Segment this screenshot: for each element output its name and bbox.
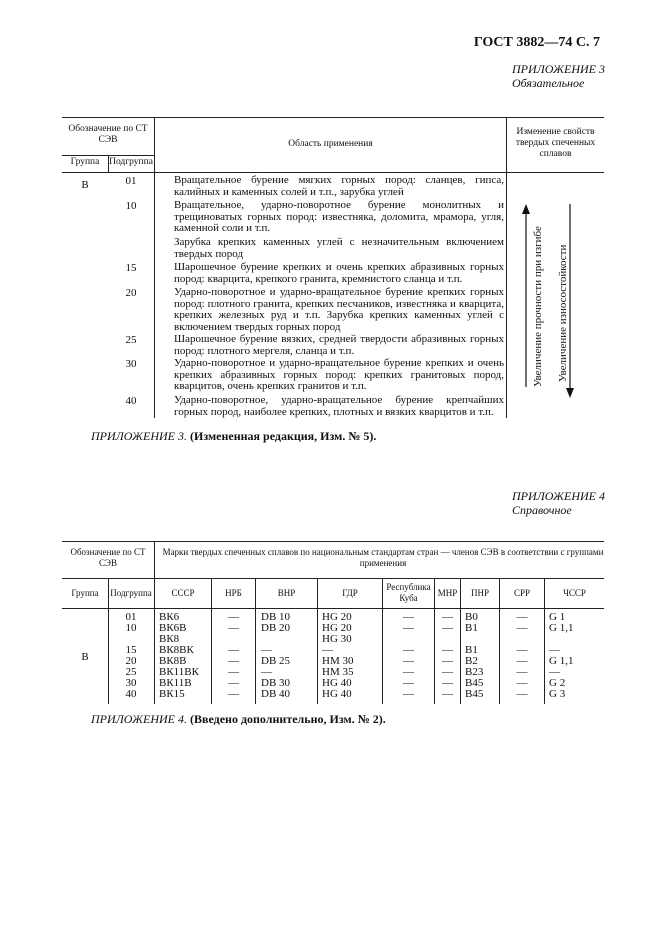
col-subgroup: Подгруппа	[109, 157, 153, 167]
col-country: НРБ	[225, 588, 242, 598]
grade-cell: DB 25	[261, 655, 291, 667]
appendix3-subtitle: Обязательное	[512, 76, 585, 90]
grade-cell: HM 30	[322, 655, 354, 667]
appendix4-heading	[512, 489, 605, 517]
grade-cell: —	[442, 677, 453, 689]
grade-cell: —	[261, 666, 272, 678]
appendix3-note	[91, 429, 376, 443]
grade-cell: ВК11ВК	[159, 666, 199, 678]
col-country: ГДР	[342, 588, 358, 598]
col-group: Группа	[70, 157, 100, 167]
subgroup-code: 10	[125, 622, 137, 634]
subgroup-code: 20	[125, 655, 137, 667]
arrow-up-label: Увеличение прочности при изгибе	[532, 226, 544, 387]
grade-cell: —	[228, 655, 239, 667]
grade-cell: HG 20	[322, 611, 352, 623]
application-text: Шарошечное бурение крепких и очень крепких абразивных горных пород: кварцита, крепкого гранита, кремнистого сланца и т.п.	[174, 261, 504, 285]
grade-cell: —	[516, 655, 528, 667]
application-text: Зарубка крепких каменных углей с незначительным включением твердых пород	[174, 236, 504, 260]
grade-cell: —	[516, 688, 528, 700]
col-subgroup: Подгруппа	[110, 588, 152, 598]
subgroup-code: 40	[125, 395, 137, 407]
grade-cell: B2	[465, 655, 478, 667]
note-text: (Введено дополнительно, Изм. № 2).	[189, 712, 386, 726]
grade-cell: —	[516, 611, 528, 623]
grade-cell: —	[403, 611, 414, 623]
grade-cell: —	[549, 644, 560, 656]
grade-cell: B1	[465, 644, 478, 656]
grade-cell: —	[442, 644, 453, 656]
subgroup-code: 01	[125, 175, 137, 187]
grade-cell: ВК8	[159, 633, 180, 645]
grade-cell: —	[322, 644, 333, 656]
grade-cell: —	[516, 644, 528, 656]
col-area: Область применения	[288, 139, 373, 149]
subgroup-code: 40	[125, 688, 137, 700]
grade-cell: —	[228, 622, 239, 634]
grade-cell: —	[228, 677, 239, 689]
col-country: ВНР	[277, 588, 296, 598]
grade-cell: —	[403, 688, 414, 700]
grade-cell: ВК6	[159, 611, 180, 623]
grade-cell: ВК15	[159, 688, 185, 700]
subgroup-code: 20	[125, 287, 137, 299]
grade-cell: —	[403, 677, 414, 689]
grade-cell: B23	[465, 666, 484, 678]
appendix4-subtitle: Справочное	[512, 503, 572, 517]
grade-cell: B45	[465, 688, 484, 700]
subgroup-code: 25	[125, 334, 137, 346]
appendix3-title: ПРИЛОЖЕНИЕ 3	[512, 62, 605, 76]
grade-cell: DB 40	[261, 688, 291, 700]
grade-cell: DB 30	[261, 677, 291, 689]
property-arrows	[520, 202, 580, 417]
col-country: ЧССР	[563, 588, 586, 598]
appendix3-heading	[512, 62, 605, 90]
grade-cell: ВК6В	[159, 622, 187, 634]
subgroup-code: 10	[125, 200, 137, 212]
grade-cell: G 1,1	[549, 655, 574, 667]
grade-cell: —	[228, 666, 239, 678]
grade-cell: G 1,1	[549, 622, 574, 634]
application-text: Вращательное бурение мягких горных пород: сланцев, гипса, калийных и каменных солей и т.п., зарубка углей	[174, 174, 504, 198]
col-designation: Обозначение по СТ СЭВ	[68, 124, 148, 145]
appendix3-table	[62, 117, 604, 418]
subgroup-code: 01	[125, 611, 137, 623]
application-text: Ударно-поворотное и ударно-вращательное бурение крепких и очень крепких абразивных горных пород: крепких гранитовых пород, кварцитов, очень крепких гранитов и т.п.	[174, 357, 504, 392]
group-label: В	[81, 179, 89, 191]
note-prefix: ПРИЛОЖЕНИЕ 3.	[91, 429, 187, 443]
grade-cell: —	[403, 622, 414, 634]
grade-cell: —	[442, 655, 453, 667]
grade-cell: HM 35	[322, 666, 354, 678]
grade-cell: —	[403, 644, 414, 656]
col-country: СССР	[171, 588, 195, 598]
grade-cell: —	[442, 666, 453, 678]
note-text: (Измененная редакция, Изм. № 5).	[189, 429, 377, 443]
grade-cell: —	[228, 611, 239, 623]
col-grades: Марки твердых спеченных сплавов по национальным стандартам стран — членов СЭВ в соответствии с группами применения	[162, 547, 604, 568]
grade-cell: B45	[465, 677, 484, 689]
application-text: Шарошечное бурение вязких, средней твердости абразивных горных пород: плотного мергеля, сланца и т.п.	[174, 333, 504, 357]
grade-cell: —	[516, 666, 528, 678]
grade-cell: HG 40	[322, 688, 352, 700]
col-designation: Обозначение по СТ СЭВ	[70, 547, 146, 568]
note-prefix: ПРИЛОЖЕНИЕ 4.	[91, 712, 187, 726]
grade-cell: —	[228, 644, 239, 656]
grade-cell: —	[228, 688, 239, 700]
grade-cell: —	[549, 666, 560, 678]
arrow-up-head-icon	[522, 204, 530, 214]
grade-cell: ВК8В	[159, 655, 187, 667]
grade-cell: HG 20	[322, 622, 352, 634]
grade-cell: —	[403, 655, 414, 667]
subgroup-code: 25	[125, 666, 137, 678]
col-change: Изменение свойств твердых спеченных сплавов	[515, 127, 596, 159]
grade-cell: DB 10	[261, 611, 291, 623]
col-country: ПНР	[470, 588, 489, 598]
grade-cell: G 1	[549, 611, 566, 623]
arrow-down-head-icon	[566, 388, 574, 398]
grade-cell: —	[403, 666, 414, 678]
grade-cell: G 2	[549, 677, 566, 689]
appendix4-note	[91, 712, 386, 726]
grade-cell: —	[261, 644, 272, 656]
grade-cell: B1	[465, 622, 478, 634]
grade-cell: HG 40	[322, 677, 352, 689]
grade-cell: ВК11В	[159, 677, 192, 689]
col-country: МНР	[437, 588, 458, 598]
grade-cell: —	[442, 611, 453, 623]
application-text: Вращательное, ударно-поворотное бурение монолитных и трещиноватых горных пород: известняка, доломита, мрамора, угля, каменной соли и т.п.	[174, 199, 504, 234]
subgroup-code: 30	[125, 358, 137, 370]
page-header: ГОСТ 3882—74 С. 7	[473, 35, 600, 50]
subgroup-code: 15	[125, 644, 137, 656]
grade-cell: DB 20	[261, 622, 291, 634]
grade-cell: ВК8ВК	[159, 644, 194, 656]
grade-cell: —	[516, 677, 528, 689]
grade-cell: G 3	[549, 688, 566, 700]
grade-cell: —	[516, 622, 528, 634]
subgroup-code: 15	[125, 262, 137, 274]
appendix4-title: ПРИЛОЖЕНИЕ 4	[512, 489, 605, 503]
col-country: Республика Куба	[386, 582, 431, 603]
grade-cell: —	[442, 688, 453, 700]
col-country: СРР	[513, 588, 530, 598]
grade-cell: —	[442, 622, 453, 634]
col-group: Группа	[71, 588, 99, 598]
grade-cell: HG 30	[322, 633, 352, 645]
arrow-down-label: Увеличение износостойкости	[557, 244, 569, 382]
subgroup-code: 30	[125, 677, 137, 689]
grade-cell: B0	[465, 611, 478, 623]
application-text: Ударно-поворотное, ударно-вращательное бурение крепчайших горных пород, наиболее крепких, плотных и вязких кварцитов и т.п.	[174, 394, 504, 418]
group-label: В	[81, 651, 89, 663]
application-text: Ударно-поворотное и ударно-вращательное бурение крепких горных пород: плотного гранита, крепких песчаников, известняка и кварцита, крепких железных руд и т.п. Зарубка крепких каменных углей с включением твердых горных пород	[174, 286, 504, 333]
